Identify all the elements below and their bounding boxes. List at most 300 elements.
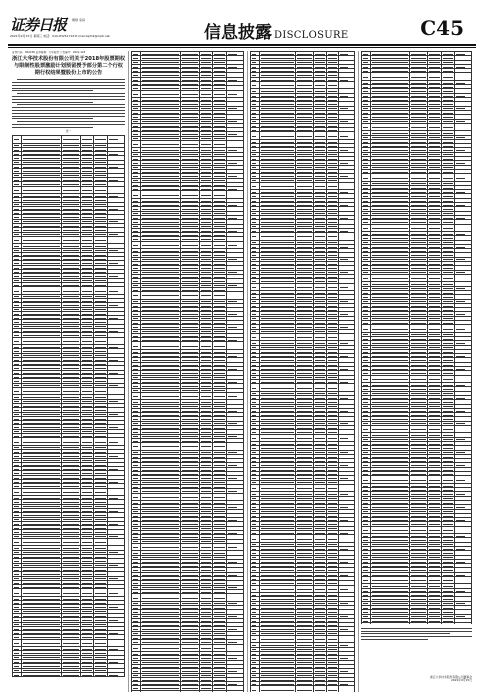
table-cell [296,535,314,542]
table-cell [313,384,326,391]
table-cell [213,594,227,601]
table-cell [296,132,314,139]
table-row [132,543,244,550]
table-cell [313,132,326,139]
table-cell [108,639,125,646]
table-cell [259,333,295,340]
table-cell [409,623,428,624]
table-cell [227,90,244,97]
table-cell [13,488,22,495]
footer-text-line [361,633,450,634]
table-cell [141,493,180,500]
body-text-line [17,121,125,122]
body-text-line [12,85,125,86]
table-cell [213,292,227,299]
table-cell [227,594,244,601]
table-cell [94,438,108,445]
masthead-rule [8,44,476,46]
table-cell [339,585,355,592]
table-row [362,174,472,181]
table-row [13,236,125,243]
table-cell [22,186,61,193]
body-text-line [12,88,125,89]
announcement [12,51,125,135]
table-cell [326,636,339,643]
masthead [8,12,476,46]
announcement-meta: 证券代码：002236 证券简称：大华股份 公告编号：2021-123 [12,51,86,54]
table-cell [371,577,410,584]
table-cell [180,342,199,349]
table-cell [251,434,260,441]
table-cell [227,443,244,450]
table-cell [441,375,454,382]
table-cell [180,90,199,97]
table-cell [180,191,199,198]
table-cell [22,539,61,546]
table-cell [339,484,355,491]
table-cell [80,136,94,143]
table-cell [409,174,428,181]
table-cell [199,493,213,500]
table-cell [371,123,410,130]
table-cell [259,384,295,391]
table-cell [296,686,314,692]
page-number: C45 [420,16,464,40]
masthead-rule-thin [8,47,476,48]
body-text-line [12,110,125,111]
table-cell [409,73,428,80]
table-cell [22,387,61,394]
table-cell [409,526,428,533]
table-cell [296,283,314,290]
table-cell [455,526,472,533]
footer-signature: 浙江大华技术股份有限公司董事会 [430,674,472,679]
table-cell [13,186,22,193]
table-cell [94,488,108,495]
table-cell [339,283,355,290]
table-cell [213,690,227,692]
table-cell [141,392,180,399]
table-cell [61,136,80,143]
table-cell [180,543,199,550]
section-title-cn: 信息披露 [204,23,272,43]
holder-table-1 [12,135,125,677]
announcement-body [12,79,125,128]
table-cell [132,292,141,299]
table-cell [362,577,371,584]
table-cell [326,535,339,542]
table-cell [141,191,180,198]
table-cell [362,426,371,433]
table-cell [371,274,410,281]
table-cell [132,644,141,651]
table-row [132,241,244,248]
table-cell [213,543,227,550]
table-cell [428,224,441,231]
table-cell [199,690,213,692]
table-cell [339,182,355,189]
table-cell [455,73,472,80]
table-cell [326,585,339,592]
body-text-line [12,90,93,91]
table-cell [22,337,61,344]
table-cell [455,623,472,624]
table-cell [362,224,371,231]
table-cell [22,136,61,143]
table-cell [132,690,141,692]
table-cell [80,438,94,445]
table-cell [441,274,454,281]
table-cell [132,543,141,550]
table-row [362,375,472,382]
table-cell [199,141,213,148]
body-text-line [12,99,125,100]
table-cell [94,672,108,676]
table-cell [362,73,371,80]
table-cell [362,476,371,483]
table-cell [13,438,22,445]
table-cell [94,589,108,596]
footer-text-line [361,628,472,629]
table-cell [296,484,314,491]
body-text-line [12,113,125,114]
body-text-line [12,116,125,117]
table-cell [326,82,339,89]
table-cell [339,636,355,643]
table-cell [251,132,260,139]
table-row [251,132,355,139]
table-cell [227,392,244,399]
table-cell [141,443,180,450]
table-cell [313,686,326,692]
table-cell [80,186,94,193]
table-cell [371,476,410,483]
table-cell [132,191,141,198]
table-cell [180,594,199,601]
table-cell [108,337,125,344]
table-cell [180,292,199,299]
table-row [132,493,244,500]
table-cell [13,639,22,646]
table-cell [227,493,244,500]
table-row [132,292,244,299]
table-cell [180,644,199,651]
table-row [251,585,355,592]
table-cell [22,672,61,676]
table-cell [371,375,410,382]
table-cell [141,644,180,651]
table-cell [132,493,141,500]
table-cell [108,236,125,243]
table-cell [371,426,410,433]
table-cell [80,589,94,596]
table-cell [326,384,339,391]
table-row [362,274,472,281]
table-cell [409,224,428,231]
table-cell [371,325,410,332]
table-row [251,182,355,189]
table-row [362,476,472,483]
table-cell [199,342,213,349]
table-cell [199,241,213,248]
table-cell [339,434,355,441]
body-text-line [12,82,125,83]
table-cell [259,636,295,643]
table-cell [362,174,371,181]
table-cell [259,484,295,491]
table-cell [22,287,61,294]
holder-table-2 [131,51,244,692]
table-row [362,426,472,433]
table-cell [428,426,441,433]
table-row [362,577,472,584]
table-cell [80,488,94,495]
table-cell [227,191,244,198]
table-cell [108,186,125,193]
table-cell [326,132,339,139]
table-cell [326,283,339,290]
table-cell [213,443,227,450]
table-row [132,342,244,349]
table-cell [180,690,199,692]
table-cell [61,387,80,394]
announcement-footer [361,626,472,683]
table-cell [313,636,326,643]
dateline: 2021年9月15日 星期三 电话：010-83251716 E-mail:zqrb9@zqrb.net [10,34,110,38]
table-row [362,325,472,332]
table-cell [13,672,22,676]
table-cell [61,589,80,596]
body-text-line [12,96,125,97]
table-cell [180,443,199,450]
table-cell [94,539,108,546]
table-cell [455,274,472,281]
table-cell [80,639,94,646]
footer-text-line [361,639,428,640]
table-cell [132,90,141,97]
table-cell [251,82,260,89]
table-cell [199,292,213,299]
table-cell [132,594,141,601]
table-cell [80,672,94,676]
table-caption: 表一 [65,128,72,133]
table-cell [296,333,314,340]
table-cell [180,241,199,248]
table-cell [296,636,314,643]
table-cell [61,639,80,646]
table-cell [13,589,22,596]
body-text-line [17,93,125,94]
table-row [251,283,355,290]
table-cell [409,426,428,433]
table-row [132,191,244,198]
newspaper-logo: 证券日报 [10,16,67,34]
table-cell [141,543,180,550]
table-cell [326,686,339,692]
column-1 [12,51,125,692]
table-row [251,434,355,441]
table-cell [22,488,61,495]
table-cell [227,241,244,248]
table-cell [61,236,80,243]
table-cell [94,136,108,143]
table-cell [259,535,295,542]
table-cell [326,484,339,491]
table-cell [132,392,141,399]
table-cell [94,236,108,243]
table-cell [213,141,227,148]
table-cell [455,375,472,382]
table-cell [428,526,441,533]
table-row [251,333,355,340]
holder-table-3 [250,51,355,692]
table-cell [371,174,410,181]
table-row [132,690,244,692]
table-cell [371,73,410,80]
table-cell [409,375,428,382]
table-cell [13,136,22,143]
table-cell [251,585,260,592]
table-cell [13,287,22,294]
table-row [13,387,125,394]
body-text-line [12,107,125,108]
table-cell [213,90,227,97]
table-cell [428,174,441,181]
table-cell [61,488,80,495]
table-row [132,594,244,601]
table-cell [61,539,80,546]
table-cell [371,623,410,624]
table-cell [213,241,227,248]
table-cell [132,342,141,349]
table-cell [251,283,260,290]
table-cell [94,287,108,294]
table-row [13,589,125,596]
table-cell [259,82,295,89]
table-cell [313,233,326,240]
column-4 [361,51,472,624]
table-cell [455,325,472,332]
table-cell [227,543,244,550]
table-cell [296,585,314,592]
table-cell [339,333,355,340]
table-row [251,384,355,391]
table-cell [362,526,371,533]
table-row [13,337,125,344]
table-cell [428,577,441,584]
table-cell [259,233,295,240]
table-cell [80,236,94,243]
table-cell [362,375,371,382]
table-cell [141,292,180,299]
table-cell [296,384,314,391]
table-cell [313,82,326,89]
table-cell [313,333,326,340]
table-row [13,488,125,495]
table-cell [213,644,227,651]
table-row [251,686,355,692]
table-cell [428,274,441,281]
footer-text-line [361,636,472,637]
table-cell [199,443,213,450]
table-cell [339,233,355,240]
table-cell [428,325,441,332]
table-cell [455,224,472,231]
table-cell [13,387,22,394]
table-cell [108,387,125,394]
table-cell [22,438,61,445]
table-cell [199,543,213,550]
table-cell [108,589,125,596]
table-cell [227,342,244,349]
column-divider [358,51,359,692]
table-cell [132,141,141,148]
section-title-en: DISCLOSURE [274,30,349,41]
table-cell [441,325,454,332]
table-row [362,73,472,80]
table-cell [259,132,295,139]
table-cell [108,488,125,495]
table-cell [326,233,339,240]
body-text-line [17,104,125,105]
body-text-line [17,79,125,80]
table-cell [441,476,454,483]
table-cell [441,426,454,433]
table-cell [180,392,199,399]
table-cell [61,337,80,344]
table-cell [251,535,260,542]
table-cell [428,375,441,382]
table-cell [199,191,213,198]
table-cell [13,539,22,546]
table-cell [409,325,428,332]
table-cell [61,438,80,445]
table-row [362,623,472,624]
table-cell [251,384,260,391]
table-cell [371,224,410,231]
table-cell [94,337,108,344]
table-cell [326,434,339,441]
table-row [132,443,244,450]
table-cell [227,292,244,299]
table-cell [227,690,244,692]
table-cell [61,287,80,294]
table-cell [141,90,180,97]
table-row [251,82,355,89]
table-cell [251,182,260,189]
table-cell [339,82,355,89]
table-cell [428,73,441,80]
table-cell [441,623,454,624]
table-cell [339,132,355,139]
table-cell [141,342,180,349]
table-cell [428,476,441,483]
table-cell [61,186,80,193]
body-text-line [12,118,93,119]
table-cell [259,182,295,189]
table-cell [296,182,314,189]
table-cell [94,639,108,646]
table-cell [61,672,80,676]
table-cell [213,493,227,500]
table-row [132,392,244,399]
table-cell [313,283,326,290]
table-cell [371,526,410,533]
table-cell [108,136,125,143]
table-cell [22,236,61,243]
table-row [251,233,355,240]
table-cell [441,224,454,231]
